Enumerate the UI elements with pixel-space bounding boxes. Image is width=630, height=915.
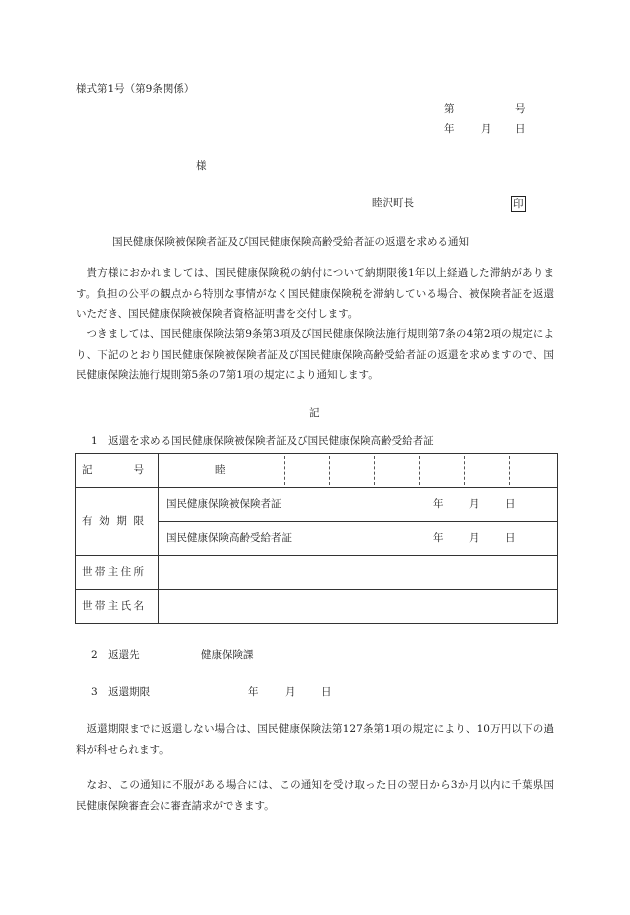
number-label: 記 号 — [76, 454, 159, 488]
number-value: 睦 — [215, 464, 226, 476]
number-divider — [374, 456, 375, 485]
section-2-value: 健康保険課 — [201, 649, 254, 661]
validity-cell-2 — [159, 522, 558, 556]
seal-icon: 印 — [513, 198, 524, 210]
certificate-name: 国民健康保険被保険者証 — [166, 498, 282, 510]
household-head-row — [76, 590, 558, 624]
sender-name: 睦沢町長 — [372, 197, 414, 209]
section-1-heading: 1 返還を求める国民健康保険被保険者証及び国民健康保険高齢受給者証 — [91, 435, 434, 447]
date-day: 日 — [515, 123, 526, 135]
household-head-cell — [159, 590, 558, 624]
deadline-month: 月 — [285, 686, 296, 698]
deadline-day: 日 — [321, 686, 332, 698]
certificate-table — [75, 453, 558, 624]
ki-heading: 記 — [309, 407, 320, 419]
appeal-note: なお、この通知に不服がある場合には、この通知を受け取った日の翌日から3か月以内に千葉県国民健康保険審査会に審査請求ができます。 — [76, 779, 554, 812]
body-paragraph-2: つきましては、国民健康保険法第9条第3項及び国民健康保険法施行規則第7条の4第2項の規定により、下記のとおり国民健康保険被保険者証及び国民健康保険高齢受給者証の返還を求めますので、国民健康保険法施行規則第5条の7第1項の規定により通知します。 — [76, 328, 554, 381]
number-divider — [464, 456, 465, 485]
body-paragraph-1: 貴方様におかれましては、国民健康保険税の納付について納期限後1年以上経過した滞納があります。負担の公平の観点から特別な事情がなく国民健康保険税を滞納している場合、被保険者証を返還いただき、国民健康保険被保険者資格証明書を交付します。 — [76, 267, 554, 320]
validity-year: 年 — [433, 532, 444, 544]
document-title: 国民健康保険被保険者証及び国民健康保険高齢受給者証の返還を求める通知 — [112, 236, 469, 248]
number-divider — [509, 456, 510, 485]
validity-month: 月 — [469, 532, 480, 544]
address-row — [76, 556, 558, 590]
address-cell — [159, 556, 558, 590]
seal-mark — [511, 196, 526, 212]
validity-row-1 — [76, 488, 558, 522]
section-2-label: 2 返還先 — [91, 649, 140, 661]
date-year: 年 — [444, 123, 455, 135]
number-divider — [419, 456, 420, 485]
section-3-label: 3 返還期限 — [91, 686, 151, 698]
certificate-name: 国民健康保険高齢受給者証 — [166, 532, 292, 544]
document-number-prefix: 第 — [444, 103, 455, 115]
penalty-note: 返還期限までに返還しない場合は、国民健康保険法第127条第1項の規定により、10万円以下の過料が科せられます。 — [76, 723, 554, 756]
deadline-year: 年 — [248, 686, 259, 698]
validity-day: 日 — [505, 532, 516, 544]
number-divider — [329, 456, 330, 485]
validity-year: 年 — [433, 498, 444, 510]
address-label: 世帯主住所 — [76, 556, 159, 590]
validity-day: 日 — [505, 498, 516, 510]
household-head-label: 世帯主氏名 — [76, 590, 159, 624]
number-divider — [284, 456, 285, 485]
document-number-suffix: 号 — [515, 103, 526, 115]
validity-month: 月 — [469, 498, 480, 510]
validity-cell-1 — [159, 488, 558, 522]
date-month: 月 — [481, 123, 492, 135]
number-cell — [159, 454, 558, 488]
form-label: 様式第1号（第9条関係） — [76, 83, 195, 95]
number-row — [76, 454, 558, 488]
recipient-honorific: 様 — [196, 160, 207, 172]
validity-label: 有効期限 — [76, 488, 159, 556]
